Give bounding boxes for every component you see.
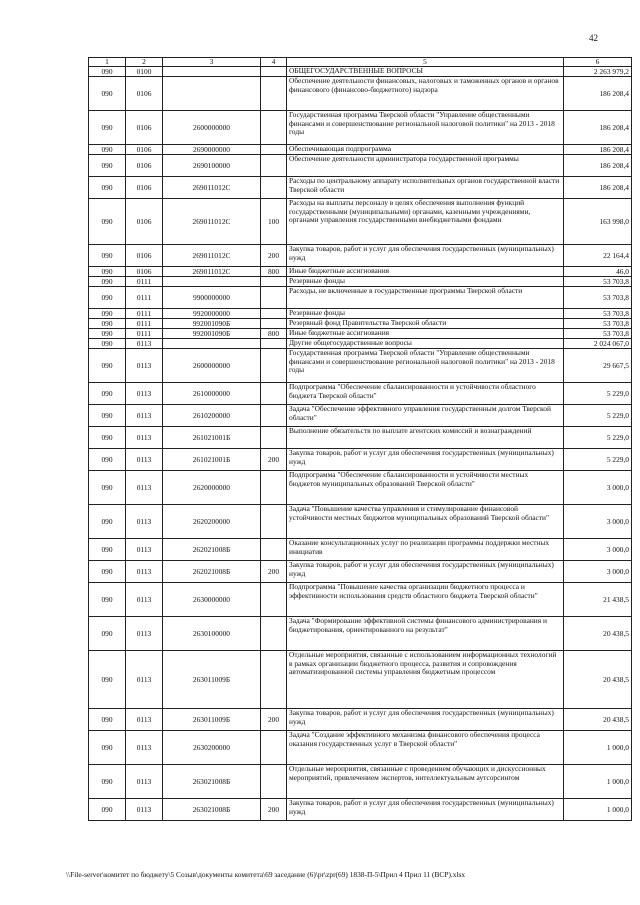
col-admin-code: 090 bbox=[89, 287, 126, 309]
col-name: Закупка товаров, работ и услуг для обеспечения государственных (муниципальных) нужд bbox=[287, 799, 564, 821]
col-name: Закупка товаров, работ и услуг для обеспечения государственных (муниципальных) нужд bbox=[287, 561, 564, 583]
col-admin-code: 090 bbox=[89, 651, 126, 709]
col-admin-code: 090 bbox=[89, 199, 126, 245]
col-expense-type bbox=[261, 111, 287, 145]
table-row bbox=[89, 287, 632, 309]
col-target-article bbox=[163, 277, 261, 287]
col-admin-code: 090 bbox=[89, 405, 126, 427]
col-section-code: 0111 bbox=[126, 309, 163, 319]
col-name: Оказание консультационных услуг по реализации программы поддержки местных инициатив bbox=[287, 539, 564, 561]
col-section-code: 0113 bbox=[126, 471, 163, 505]
col-amount: 186 208,4 bbox=[564, 145, 632, 155]
col-admin-code: 090 bbox=[89, 277, 126, 287]
table-row bbox=[89, 383, 632, 405]
col-admin-code: 090 bbox=[89, 765, 126, 799]
header-cell-3: 3 bbox=[163, 58, 261, 67]
col-amount: 22 164,4 bbox=[564, 245, 632, 267]
col-amount: 46,0 bbox=[564, 267, 632, 277]
col-admin-code: 090 bbox=[89, 111, 126, 145]
col-amount: 163 998,0 bbox=[564, 199, 632, 245]
col-amount: 186 208,4 bbox=[564, 177, 632, 199]
table-row bbox=[89, 77, 632, 111]
col-target-article: 263011009Б bbox=[163, 651, 261, 709]
col-admin-code: 090 bbox=[89, 731, 126, 765]
col-section-code: 0111 bbox=[126, 277, 163, 287]
col-name: Иные бюджетные ассигнования bbox=[287, 267, 564, 277]
col-amount: 186 208,4 bbox=[564, 111, 632, 145]
col-amount: 29 667,5 bbox=[564, 349, 632, 383]
col-admin-code: 090 bbox=[89, 427, 126, 449]
col-section-code: 0113 bbox=[126, 505, 163, 539]
col-name: Обеспечивающая подпрограмма bbox=[287, 145, 564, 155]
table-row bbox=[89, 505, 632, 539]
col-name: Подпрограмма "Повышение качества организации бюджетного процесса и эффективности использования средств областного бюджета Тверской области" bbox=[287, 583, 564, 617]
table-row bbox=[89, 199, 632, 245]
header-cell-5: 5 bbox=[287, 58, 564, 67]
col-target-article: 2600000000 bbox=[163, 349, 261, 383]
page-number: 42 bbox=[589, 33, 598, 43]
table-header-row bbox=[89, 58, 632, 67]
col-target-article: 992001090Б bbox=[163, 319, 261, 329]
col-admin-code: 090 bbox=[89, 309, 126, 319]
col-amount: 21 438,5 bbox=[564, 583, 632, 617]
col-admin-code: 090 bbox=[89, 245, 126, 267]
col-section-code: 0113 bbox=[126, 799, 163, 821]
col-name: Задача "Создание эффективного механизма финансового обеспечения процесса оказания государственных услуг в Тверской области" bbox=[287, 731, 564, 765]
col-name: Задача "Формирование эффективной системы финансового администрирования и бюджетирования, ориентированного на результат" bbox=[287, 617, 564, 651]
col-section-code: 0111 bbox=[126, 329, 163, 339]
col-admin-code: 090 bbox=[89, 505, 126, 539]
col-section-code: 0113 bbox=[126, 427, 163, 449]
table-row bbox=[89, 349, 632, 383]
table-row bbox=[89, 731, 632, 765]
col-target-article: 263021008Б bbox=[163, 799, 261, 821]
col-target-article: 269011012C bbox=[163, 245, 261, 267]
col-amount: 20 438,5 bbox=[564, 709, 632, 731]
col-section-code: 0106 bbox=[126, 111, 163, 145]
col-name: ОБЩЕГОСУДАРСТВЕННЫЕ ВОПРОСЫ bbox=[287, 67, 564, 77]
col-name: Расходы, не включенные в государственные программы Тверской области bbox=[287, 287, 564, 309]
col-amount: 53 703,8 bbox=[564, 309, 632, 319]
table-row bbox=[89, 651, 632, 709]
col-name: Подпрограмма "Обеспечение сбалансированности и устойчивости местных бюджетов муниципальных образований Тверской области" bbox=[287, 471, 564, 505]
col-name: Обеспечение деятельности администратора государственной программы bbox=[287, 155, 564, 177]
col-amount: 3 000,0 bbox=[564, 471, 632, 505]
col-amount: 186 208,4 bbox=[564, 77, 632, 111]
col-admin-code: 090 bbox=[89, 471, 126, 505]
col-admin-code: 090 bbox=[89, 145, 126, 155]
col-amount: 1 000,0 bbox=[564, 731, 632, 765]
col-target-article: 9920000000 bbox=[163, 309, 261, 319]
col-admin-code: 090 bbox=[89, 267, 126, 277]
col-expense-type bbox=[261, 651, 287, 709]
col-target-article bbox=[163, 77, 261, 111]
col-name: Подпрограмма "Обеспечение сбалансированности и устойчивости областного бюджета Тверской области" bbox=[287, 383, 564, 405]
col-name: Государственная программа Тверской области "Управление общественными финансами и совершенствование региональной налоговой политики" на 2013 - 2018 годы bbox=[287, 349, 564, 383]
col-expense-type bbox=[261, 539, 287, 561]
col-section-code: 0113 bbox=[126, 709, 163, 731]
col-section-code: 0106 bbox=[126, 245, 163, 267]
col-expense-type bbox=[261, 277, 287, 287]
col-admin-code: 090 bbox=[89, 329, 126, 339]
col-expense-type bbox=[261, 583, 287, 617]
table-row bbox=[89, 617, 632, 651]
table-row bbox=[89, 561, 632, 583]
col-target-article bbox=[163, 67, 261, 77]
col-expense-type bbox=[261, 765, 287, 799]
col-amount: 186 208,4 bbox=[564, 155, 632, 177]
col-amount: 20 438,5 bbox=[564, 651, 632, 709]
col-admin-code: 090 bbox=[89, 319, 126, 329]
col-section-code: 0106 bbox=[126, 199, 163, 245]
col-target-article bbox=[163, 339, 261, 349]
table-row bbox=[89, 329, 632, 339]
table-row bbox=[89, 471, 632, 505]
col-amount: 2 024 067,0 bbox=[564, 339, 632, 349]
col-expense-type bbox=[261, 177, 287, 199]
col-section-code: 0106 bbox=[126, 155, 163, 177]
col-section-code: 0113 bbox=[126, 765, 163, 799]
col-target-article: 2630000000 bbox=[163, 583, 261, 617]
header-cell-1: 1 bbox=[89, 58, 126, 67]
col-amount: 3 000,0 bbox=[564, 561, 632, 583]
col-admin-code: 090 bbox=[89, 449, 126, 471]
col-section-code: 0113 bbox=[126, 651, 163, 709]
col-section-code: 0113 bbox=[126, 383, 163, 405]
col-name: Задача "Обеспечение эффективного управления государственным долгом Тверской области" bbox=[287, 405, 564, 427]
col-target-article: 992001090Б bbox=[163, 329, 261, 339]
col-expense-type bbox=[261, 309, 287, 319]
col-section-code: 0113 bbox=[126, 405, 163, 427]
col-expense-type bbox=[261, 617, 287, 651]
col-expense-type: 800 bbox=[261, 329, 287, 339]
col-section-code: 0113 bbox=[126, 583, 163, 617]
col-target-article: 2690000000 bbox=[163, 145, 261, 155]
col-name: Другие общегосударственные вопросы bbox=[287, 339, 564, 349]
col-target-article: 263021008Б bbox=[163, 765, 261, 799]
col-admin-code: 090 bbox=[89, 539, 126, 561]
col-section-code: 0106 bbox=[126, 77, 163, 111]
col-amount: 3 000,0 bbox=[564, 539, 632, 561]
col-amount: 1 000,0 bbox=[564, 765, 632, 799]
col-target-article: 269011012C bbox=[163, 267, 261, 277]
table-row bbox=[89, 155, 632, 177]
table-row bbox=[89, 309, 632, 319]
col-target-article: 2620000000 bbox=[163, 471, 261, 505]
col-amount: 53 703,8 bbox=[564, 319, 632, 329]
col-name: Иные бюджетные ассигнования bbox=[287, 329, 564, 339]
table-row bbox=[89, 245, 632, 267]
file-path-footer: \\File-server\комитет по бюджету\5 Созыв\документы комитета\69 заседание (6)\pr\zpr(69) 1838-П-5\Прил 4 Прил 11 (ВСР).xlsx bbox=[66, 870, 466, 879]
col-section-code: 0113 bbox=[126, 339, 163, 349]
col-name: Закупка товаров, работ и услуг для обеспечения государственных (муниципальных) нужд bbox=[287, 245, 564, 267]
col-section-code: 0113 bbox=[126, 561, 163, 583]
col-name: Выполнение обязательств по выплате агентских комиссий и вознаграждений bbox=[287, 427, 564, 449]
col-section-code: 0113 bbox=[126, 617, 163, 651]
col-amount: 5 229,0 bbox=[564, 449, 632, 471]
header-cell-2: 2 bbox=[126, 58, 163, 67]
col-amount: 53 703,8 bbox=[564, 277, 632, 287]
col-amount: 53 703,8 bbox=[564, 329, 632, 339]
col-admin-code: 090 bbox=[89, 349, 126, 383]
col-target-article: 9900000000 bbox=[163, 287, 261, 309]
col-name: Задача "Повышение качества управления и стимулирование финансовой устойчивости местных бюджетов муниципальных образований Тверской области" bbox=[287, 505, 564, 539]
table-row bbox=[89, 709, 632, 731]
table-row bbox=[89, 405, 632, 427]
col-target-article: 2630200000 bbox=[163, 731, 261, 765]
col-admin-code: 090 bbox=[89, 67, 126, 77]
col-expense-type: 200 bbox=[261, 561, 287, 583]
col-expense-type: 200 bbox=[261, 799, 287, 821]
col-expense-type bbox=[261, 349, 287, 383]
col-expense-type bbox=[261, 427, 287, 449]
col-name: Расходы по центральному аппарату исполнительных органов государственной власти Тверской области bbox=[287, 177, 564, 199]
col-target-article: 2610200000 bbox=[163, 405, 261, 427]
col-expense-type: 200 bbox=[261, 709, 287, 731]
col-section-code: 0106 bbox=[126, 267, 163, 277]
col-expense-type bbox=[261, 287, 287, 309]
col-section-code: 0106 bbox=[126, 177, 163, 199]
col-admin-code: 090 bbox=[89, 177, 126, 199]
col-target-article: 269011012C bbox=[163, 199, 261, 245]
col-expense-type: 200 bbox=[261, 245, 287, 267]
col-target-article: 2600000000 bbox=[163, 111, 261, 145]
col-expense-type bbox=[261, 731, 287, 765]
table-row bbox=[89, 177, 632, 199]
col-name: Отдельные мероприятия, связанные с использованием информационных технологий в рамках организации бюджетного процесса, развития и сопровождения автоматизированной системы управления бюджетным процессом bbox=[287, 651, 564, 709]
table-row bbox=[89, 145, 632, 155]
col-admin-code: 090 bbox=[89, 561, 126, 583]
col-name: Закупка товаров, работ и услуг для обеспечения государственных (муниципальных) нужд bbox=[287, 709, 564, 731]
col-admin-code: 090 bbox=[89, 77, 126, 111]
col-section-code: 0111 bbox=[126, 319, 163, 329]
col-target-article: 2620200000 bbox=[163, 505, 261, 539]
header-cell-4: 4 bbox=[261, 58, 287, 67]
col-admin-code: 090 bbox=[89, 155, 126, 177]
table-row bbox=[89, 339, 632, 349]
col-admin-code: 090 bbox=[89, 799, 126, 821]
col-target-article: 2610000000 bbox=[163, 383, 261, 405]
col-target-article: 262021008Б bbox=[163, 561, 261, 583]
col-expense-type bbox=[261, 319, 287, 329]
col-admin-code: 090 bbox=[89, 709, 126, 731]
col-amount: 20 438,5 bbox=[564, 617, 632, 651]
col-expense-type bbox=[261, 471, 287, 505]
col-target-article: 269011012C bbox=[163, 177, 261, 199]
col-expense-type bbox=[261, 339, 287, 349]
col-section-code: 0106 bbox=[126, 145, 163, 155]
col-admin-code: 090 bbox=[89, 617, 126, 651]
col-amount: 5 229,0 bbox=[564, 427, 632, 449]
col-expense-type bbox=[261, 405, 287, 427]
col-amount: 2 263 979,2 bbox=[564, 67, 632, 77]
col-admin-code: 090 bbox=[89, 383, 126, 405]
col-target-article: 2690100000 bbox=[163, 155, 261, 177]
col-expense-type bbox=[261, 67, 287, 77]
table-row bbox=[89, 539, 632, 561]
table-row bbox=[89, 267, 632, 277]
table-row bbox=[89, 277, 632, 287]
col-name: Обеспечение деятельности финансовых, налоговых и таможенных органов и органов финансового (финансово-бюджетного) надзора bbox=[287, 77, 564, 111]
col-section-code: 0113 bbox=[126, 539, 163, 561]
col-admin-code: 090 bbox=[89, 583, 126, 617]
col-amount: 5 229,0 bbox=[564, 383, 632, 405]
col-target-article: 2630100000 bbox=[163, 617, 261, 651]
col-section-code: 0113 bbox=[126, 349, 163, 383]
col-name: Государственная программа Тверской области "Управление общественными финансами и совершенствование региональной налоговой политики" на 2013 - 2018 годы bbox=[287, 111, 564, 145]
col-expense-type bbox=[261, 77, 287, 111]
col-name: Резервный фонд Правительства Тверской области bbox=[287, 319, 564, 329]
col-amount: 5 229,0 bbox=[564, 405, 632, 427]
table-row bbox=[89, 583, 632, 617]
col-section-code: 0100 bbox=[126, 67, 163, 77]
col-amount: 3 000,0 bbox=[564, 505, 632, 539]
col-section-code: 0111 bbox=[126, 287, 163, 309]
table-row bbox=[89, 799, 632, 821]
col-name: Отдельные мероприятия, связанные с проведением обучающих и дискуссионных мероприятий, привлечением экспертов, интеллектуальным аутсорсингом bbox=[287, 765, 564, 799]
table-row bbox=[89, 427, 632, 449]
col-target-article: 262021008Б bbox=[163, 539, 261, 561]
table-row bbox=[89, 319, 632, 329]
col-target-article: 261021001Б bbox=[163, 427, 261, 449]
col-name: Расходы на выплаты персоналу в целях обеспечения выполнения функций государственными (муниципальными) органами, казенными учреждениями, органами управления государственными внебюджетными фондами bbox=[287, 199, 564, 245]
col-amount: 1 000,0 bbox=[564, 799, 632, 821]
col-section-code: 0113 bbox=[126, 731, 163, 765]
col-expense-type bbox=[261, 505, 287, 539]
table-row bbox=[89, 449, 632, 471]
header-cell-6: 6 bbox=[564, 58, 632, 67]
col-expense-type bbox=[261, 155, 287, 177]
col-expense-type bbox=[261, 383, 287, 405]
table-row bbox=[89, 111, 632, 145]
col-section-code: 0113 bbox=[126, 449, 163, 471]
col-target-article: 261021001Б bbox=[163, 449, 261, 471]
col-admin-code: 090 bbox=[89, 339, 126, 349]
col-expense-type bbox=[261, 145, 287, 155]
col-expense-type: 100 bbox=[261, 199, 287, 245]
budget-table bbox=[88, 57, 632, 821]
col-amount: 53 703,8 bbox=[564, 287, 632, 309]
col-name: Закупка товаров, работ и услуг для обеспечения государственных (муниципальных) нужд bbox=[287, 449, 564, 471]
col-expense-type: 800 bbox=[261, 267, 287, 277]
col-target-article: 263011009Б bbox=[163, 709, 261, 731]
col-name: Резервные фонды bbox=[287, 277, 564, 287]
col-name: Резервные фонды bbox=[287, 309, 564, 319]
table-row bbox=[89, 765, 632, 799]
table-row bbox=[89, 67, 632, 77]
col-expense-type: 200 bbox=[261, 449, 287, 471]
